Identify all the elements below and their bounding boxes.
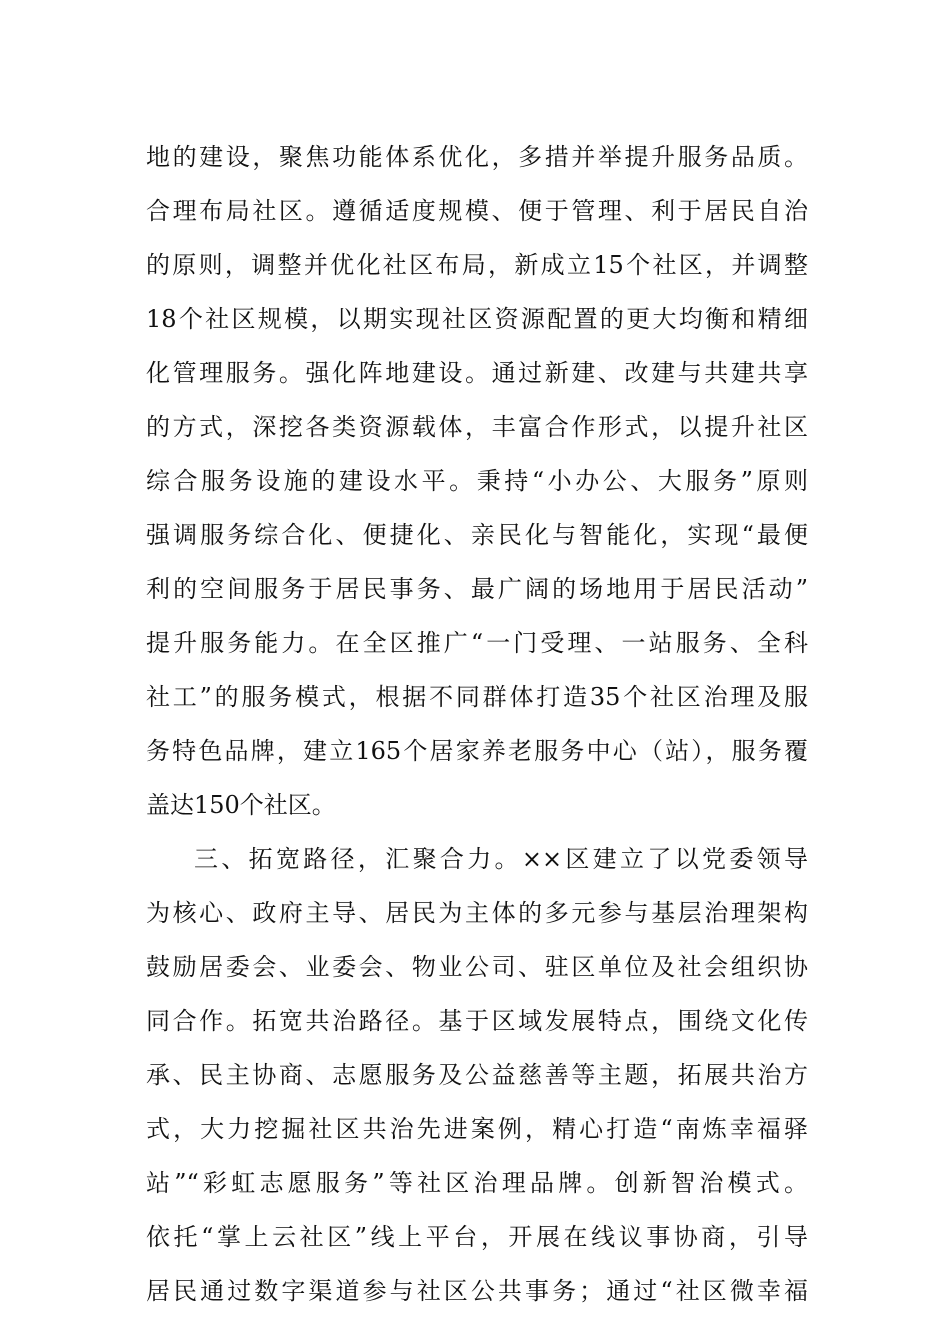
text-line: 提升服务能力。在全区推广“一门受理、一站服务、全科: [146, 629, 808, 657]
text-line: 综合服务设施的建设水平。秉持“小办公、大服务”原则: [146, 467, 808, 495]
body-text: [146, 130, 808, 1318]
text-line: 三、拓宽路径，汇聚合力。××区建立了以党委领导: [194, 845, 808, 873]
text-line: 的方式，深挖各类资源载体，丰富合作形式，以提升社区: [146, 413, 808, 441]
paragraph-1: [146, 130, 808, 832]
text-line: 18个社区规模，以期实现社区资源配置的更大均衡和精细: [146, 305, 808, 333]
text-line: 盖达150个社区。: [146, 791, 336, 819]
text-line: 式，大力挖掘社区共治先进案例，精心打造“南炼幸福驿: [146, 1115, 808, 1143]
text-line: 社工”的服务模式，根据不同群体打造35个社区治理及服: [146, 683, 808, 711]
text-line: 地的建设，聚焦功能体系优化，多措并举提升服务品质。: [146, 143, 808, 171]
text-line: 化管理服务。强化阵地建设。通过新建、改建与共建共享: [146, 359, 808, 387]
text-line: 为核心、政府主导、居民为主体的多元参与基层治理架构: [146, 899, 808, 927]
text-line: 合理布局社区。遵循适度规模、便于管理、利于居民自治: [146, 197, 808, 225]
text-line: 鼓励居委会、业委会、物业公司、驻区单位及社会组织协: [146, 953, 808, 981]
paragraph-2: [146, 832, 808, 1318]
text-line: 承、民主协商、志愿服务及公益慈善等主题，拓展共治方: [146, 1061, 808, 1089]
text-line: 依托“掌上云社区”线上平台，开展在线议事协商，引导: [146, 1223, 808, 1251]
text-line: 利的空间服务于居民事务、最广阔的场地用于居民活动”: [146, 575, 808, 603]
text-line: 同合作。拓宽共治路径。基于区域发展特点，围绕文化传: [146, 1007, 808, 1035]
text-line: 强调服务综合化、便捷化、亲民化与智能化，实现“最便: [146, 521, 808, 549]
text-line: 的原则，调整并优化社区布局，新成立15个社区，并调整: [146, 251, 808, 279]
text-line: 站”“彩虹志愿服务”等社区治理品牌。创新智治模式。: [146, 1169, 808, 1197]
text-line: 务特色品牌，建立165个居家养老服务中心（站），服务覆: [146, 737, 808, 765]
text-line: 居民通过数字渠道参与社区公共事务；通过“社区微幸福: [146, 1277, 808, 1305]
